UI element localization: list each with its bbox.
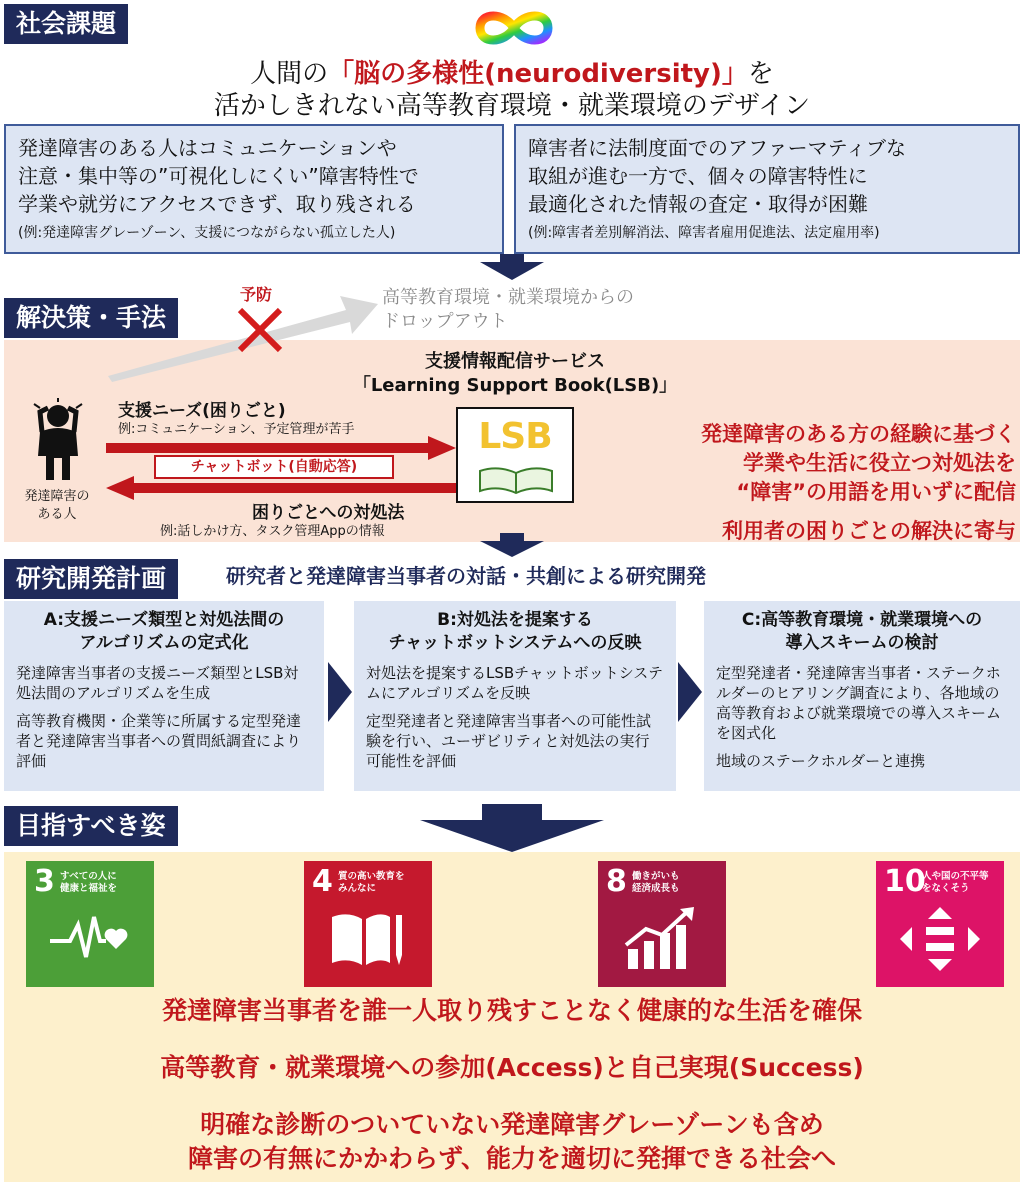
- dropout-text: 高等教育環境・就業環境からの ドロップアウト: [382, 287, 634, 332]
- issue-box-right: 障害者に法制度面でのアファーマティブな 取組が進む一方で、個々の障害特性に 最適化された情報の査定・取得が困難 (例:障害者差別解消法、障害者雇用促進法、法定雇用率): [514, 124, 1020, 254]
- sdg-8-tile: 8 働きがいも 経済成長も: [598, 861, 726, 987]
- plan-arrow-2: [678, 662, 702, 722]
- down-arrow-1: [480, 254, 544, 280]
- chatbot-label: チャットボット(自動応答): [154, 455, 394, 479]
- headline-line2: 活かしきれない高等教育環境・就業環境のデザイン: [213, 91, 811, 121]
- open-book-icon: [476, 465, 556, 497]
- headline-line1: 人間の「脳の多様性(neurodiversity)」を: [250, 59, 774, 89]
- sdg-4-tile: 4 質の高い教育を みんなに: [304, 861, 432, 987]
- solution-example: 例:話しかけ方、タスク管理Appの情報: [160, 524, 385, 539]
- distressed-person-icon: [26, 398, 90, 482]
- solution-arrow: [106, 476, 456, 500]
- prevention-label: 予防: [240, 285, 273, 304]
- plan-arrow-1: [328, 662, 352, 722]
- growth-chart-icon: [622, 907, 702, 971]
- equality-icon: [900, 907, 980, 971]
- issue-box-left: 発達障害のある人はコミュニケーションや 注意・集中等の”可視化しにくい”障害特性で 学業や就労にアクセスできず、取り残される (例:発達障害グレーゾーン、支援につながらない孤立した人): [4, 124, 504, 254]
- down-arrow-2: [480, 533, 544, 557]
- needs-title: 支援ニーズ(困りごと): [118, 401, 286, 421]
- goal-inclusive-society: 明確な診断のついていない発達障害グレーゾーンも含め 障害の有無にかかわらず、能力を適切に発揮できる社会へ: [187, 1110, 836, 1173]
- research-subtitle: 研究者と発達障害当事者の対話・共創による研究開発: [226, 564, 706, 588]
- lsb-logo-text: LSB: [478, 416, 552, 457]
- service-title: 支援情報配信サービス 「Learning Support Book(LSB)」: [352, 351, 678, 396]
- goal-access-success: 高等教育・就業環境への参加(Access)と自己実現(Success): [160, 1053, 864, 1082]
- sdg-3-tile: 3 すべての人に 健康と福祉を: [26, 861, 154, 987]
- book-pencil-icon: [328, 907, 408, 971]
- plan-box-b: B:対処法を提案する チャットボットシステムへの反映 対処法を提案するLSBチャットボットシステムにアルゴリズムを反映 定型発達者と発達障害当事者への可能性試験を行い、ユーザビリティと対処法の実行可能性を評価: [354, 601, 676, 791]
- section-label-vision: 目指すべき姿: [4, 806, 178, 846]
- needs-example: 例:コミュニケーション、予定管理が苦手: [118, 422, 355, 437]
- down-arrow-3: [420, 804, 604, 852]
- goal-health: 発達障害当事者を誰一人取り残すことなく健康的な生活を確保: [161, 996, 862, 1025]
- cross-icon: [236, 306, 284, 354]
- infinity-rainbow-icon: [470, 4, 558, 52]
- section-label-solution: 解決策・手法: [4, 298, 178, 338]
- lsb-logo: [456, 407, 574, 503]
- sdg-10-tile: 10 人や国の不平等 をなくそう: [876, 861, 1004, 987]
- solution-title: 困りごとへの対処法: [252, 503, 405, 523]
- section-label-social-issue: 社会課題: [4, 4, 128, 44]
- plan-box-a: A:支援ニーズ類型と対処法間の アルゴリズムの定式化 発達障害当事者の支援ニーズ類型とLSB対処法間のアルゴリズムを生成 高等教育機関・企業等に所属する定型発達者と発達障害当事者への質問紙調査により評価: [4, 601, 324, 791]
- benefit-text: 発達障害のある方の経験に基づく 学業や生活に役立つ対処法を “障害”の用語を用いずに配信 利用者の困りごとの解決に寄与: [701, 422, 1016, 543]
- plan-box-c: C:高等教育環境・就業環境への 導入スキームの検討 定型発達者・発達障害当事者・ステークホルダーのヒアリング調査により、各地域の高等教育および就業環境での導入スキームを図式化 地域のステークホルダーと連携: [704, 601, 1020, 791]
- heartbeat-icon: [50, 907, 130, 971]
- section-label-research-plan: 研究開発計画: [4, 559, 178, 599]
- person-label: 発達障害の ある人: [24, 489, 90, 522]
